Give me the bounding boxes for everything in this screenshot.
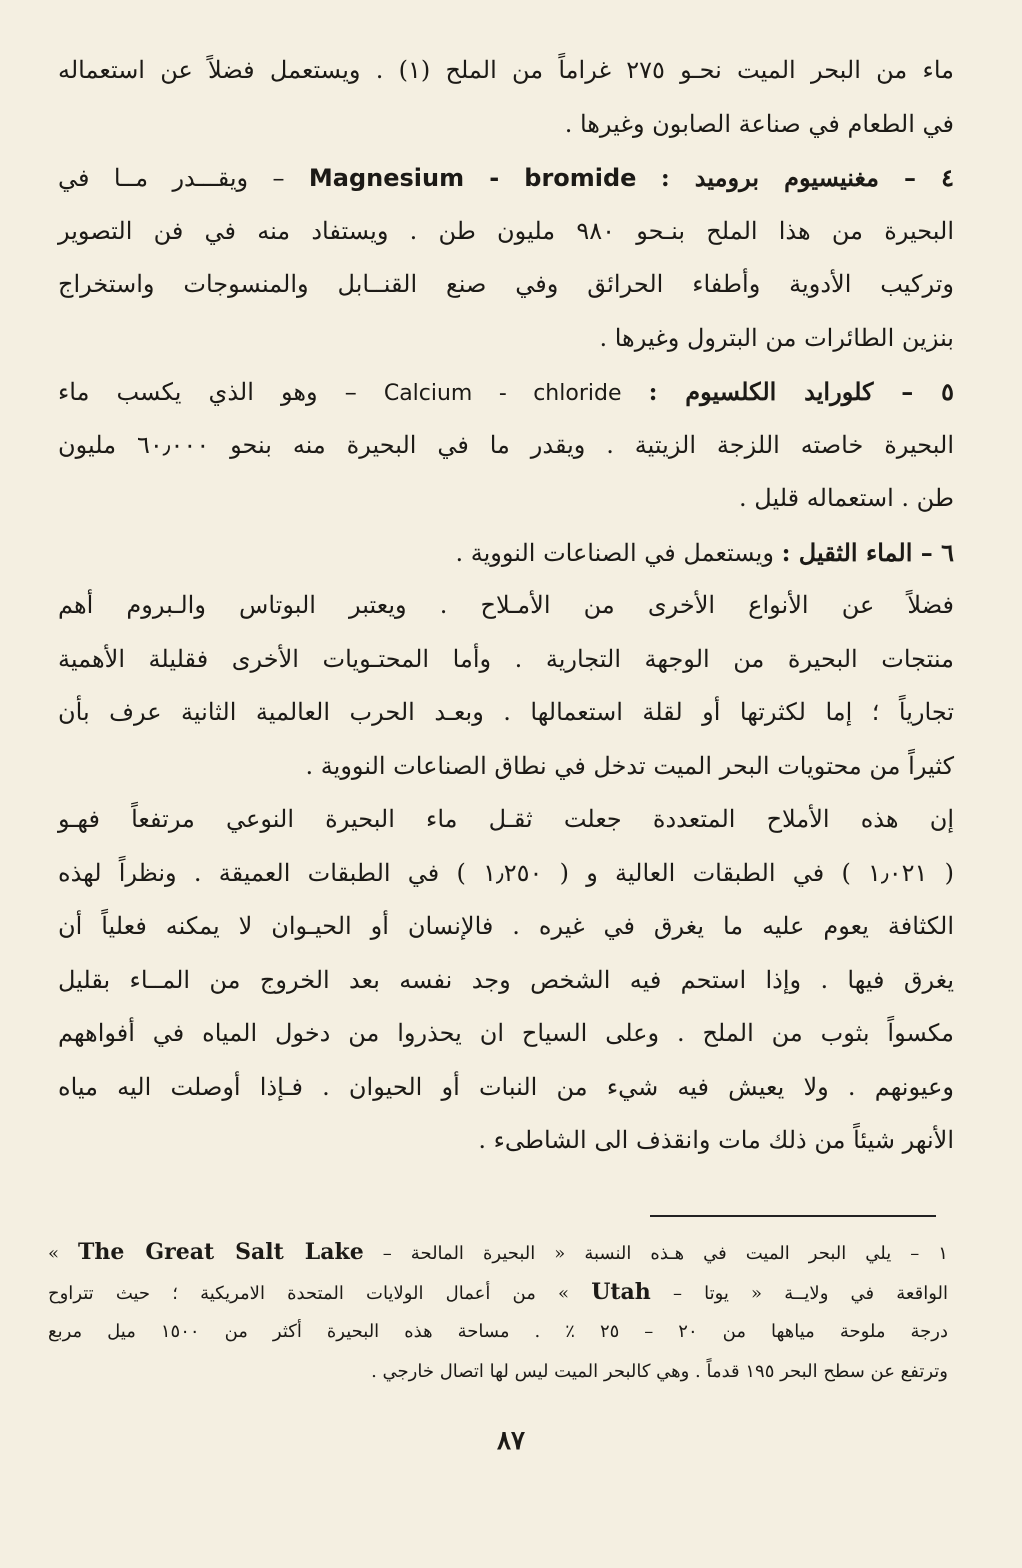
section-heading-calcium-chloride <box>58 365 954 419</box>
heading-text: وهو الذي يكسب ماء <box>58 378 318 406</box>
heading-label: ٤ – مغنيسيوم بروميد : <box>660 163 954 192</box>
heading-latin-term: Magnesium - bromide <box>308 164 637 192</box>
heading-label: ٦ – الماء الثقيل : <box>781 537 954 567</box>
text-line: ماء من البحر الميت نحـو ٢٧٥ غراماً من الملح (١) . ويستعمل فضلاً عن استعماله <box>58 56 954 84</box>
text-line: منتجات البحيرة من الوجهة التجارية . وأما المحتـويات الأخرى فقليلة الأهمية <box>58 644 954 673</box>
heading-text: ويقـــدر مــا في <box>58 164 249 192</box>
text-line: وتركيب الأدوية وأطفاء الحرائق وفي صنع القنــابل والمنسوجات واستخراج <box>58 270 954 298</box>
footnote-line <box>48 1272 948 1312</box>
text-line: طن . استعماله قليل . <box>739 484 954 512</box>
text-line: وعيونهم . ولا يعيش فيه شيء من النبات أو الحيوان . فـإذا أوصلت اليه مياه <box>58 1072 954 1101</box>
footnote-latin-term: The Great Salt Lake <box>78 1239 364 1265</box>
text-line: يغرق فيها . وإذا استحم فيه الشخص وجد نفسه بعد الخروج من المــاء بقليل <box>58 965 954 994</box>
text-line: البحيرة من هذا الملح بنـحو ٩٨٠ مليون طن . ويستفاد منه في فن التصوير <box>58 216 954 245</box>
heading-dash: – <box>344 378 357 406</box>
text-line: تجارياً ؛ إما لكثرتها أو لقلة استعمالها . وبعـد الحرب العالمية الثانية عرف بأن <box>58 698 954 726</box>
text-line: مكسواً بثوب من الملح . وعلى السياح ان يحذروا من دخول المياه في أفواههم <box>58 1019 954 1047</box>
footnote-text: ١ – يلي البحر الميت في هـذه النسبة « البحيرة المالحة – <box>382 1243 948 1264</box>
body-text <box>58 44 954 1168</box>
text-line: البحيرة خاصته اللزجة الزيتية . ويقدر ما في البحيرة منه بنحو ٦٠٫٠٠٠ مليون <box>58 430 955 459</box>
text-line: الأنهر شيئاً من ذلك مات وانقذف الى الشاطىء . <box>478 1126 954 1154</box>
text-line: بنزين الطائرات من البترول وغيرها . <box>599 323 954 352</box>
text-line: ( ١٫٠٢١ ) في الطبقات العالية و ( ١٫٢٥٠ ) في الطبقات العميقة . ونظراً لهذه <box>58 858 954 887</box>
footnote-divider <box>650 1215 936 1217</box>
footnote-line <box>48 1232 948 1272</box>
text-line: الكثافة يعوم عليه ما يغرق في غيره . فالإنسان أو الحيـوان لا يمكنه فعلياً أن <box>58 912 954 940</box>
section-heading-heavy-water <box>58 526 954 580</box>
heading-dash: – <box>272 164 285 192</box>
footnote-text: الواقعة في ولايــة « يوتا – <box>672 1283 948 1304</box>
footnote-latin-term: Utah <box>591 1279 651 1305</box>
footnote-line: وترتفع عن سطح البحر ١٩٥ قدماً . وهي كالبحر الميت ليس لها اتصال خارجي . <box>371 1361 948 1382</box>
text-line: في الطعام في صناعة الصابون وغيرها . <box>564 109 954 138</box>
text-line: إن هذه الأملاح المتعددة جعلت ثقـل ماء البحيرة النوعي مرتفعاً فهـو <box>58 805 954 833</box>
text-line: كثيراً من محتويات البحر الميت تدخل في نطاق الصناعات النووية . <box>305 751 954 780</box>
footnote-text: » من أعمال الولايات المتحدة الامريكية ؛ حيث تتراوح <box>48 1283 570 1304</box>
text-line: فضلاً عن الأنواع الأخرى من الأمـلاح . ويعتبر البوتاس والـبروم أهم <box>58 591 954 619</box>
section-heading-magnesium-bromide <box>58 151 954 205</box>
footnote <box>48 1232 948 1392</box>
footnote-line: درجة ملوحة مياهها من ٢٠ – ٢٥ ٪ . مساحة هذه البحيرة أكثر من ١٥٠٠ ميل مربع <box>48 1321 948 1342</box>
heading-text: ويستعمل في الصناعات النووية . <box>455 538 774 567</box>
footnote-quote: » <box>48 1243 60 1264</box>
heading-latin-term: Calcium - chloride <box>383 381 622 406</box>
page-number: ٨٧ <box>497 1426 525 1456</box>
heading-label: ٥ – كلورايد الكلسيوم : <box>648 377 954 406</box>
